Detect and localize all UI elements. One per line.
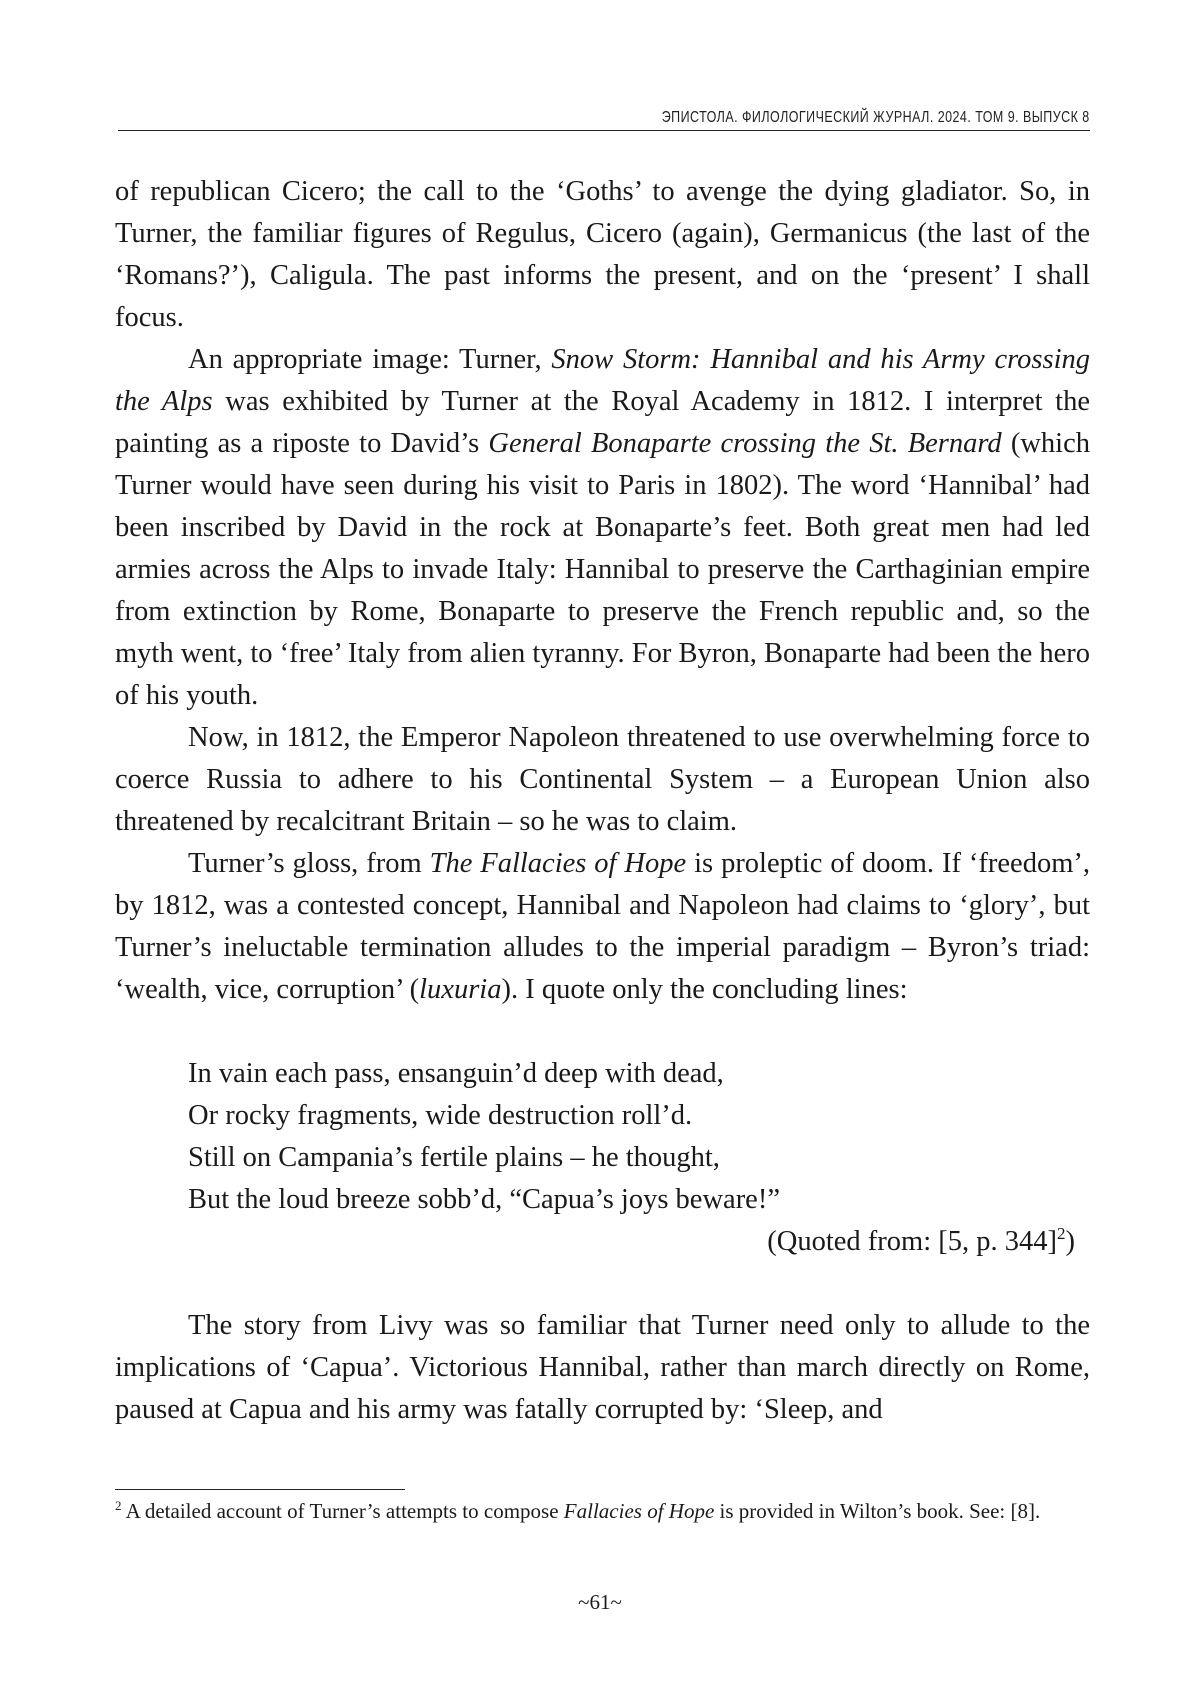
paragraph: Now, in 1812, the Emperor Napoleon threatened to use overwhelming force to coerce Russia to adhere to his Continental System – a European Union also threatened by recalcitrant Britain – so he was to claim. bbox=[115, 722, 1090, 837]
spacer bbox=[115, 1011, 1090, 1053]
paragraph-text: Turner’s gloss, from bbox=[188, 848, 430, 879]
artwork-title: General Bonaparte crossing the St. Bernard bbox=[488, 428, 1002, 459]
paragraph-text: was exhibited by Turner at the Royal Academy in 1812. I interpret the painting as a riposte to David’s bbox=[115, 386, 1090, 459]
paragraph-text: (which Turner would have seen during his visit to Paris in 1802). The word ‘Hannibal’ had been inscribed by David in the rock at Bonaparte’s feet. Both great men had led armies across the Alps to invade Italy: Hannibal to preserve the Carthaginian empire from extinction by Rome, Bonaparte to preserve the French republic and, so the myth went, to ‘free’ Italy from alien tyranny. For Byron, Bonaparte had been the hero of his youth. bbox=[115, 428, 1091, 711]
footnote bbox=[115, 1497, 1090, 1526]
paragraph-text: An appropriate image: Turner, bbox=[188, 344, 552, 375]
spacer bbox=[115, 1263, 1090, 1305]
source-text: ) bbox=[1065, 1226, 1075, 1257]
paragraph: The story from Livy was so familiar that Turner need only to allude to the implications of ‘Capua’. Victorious Hannibal, rather than march directly on Rome, paused at Capua and his army was fatally corrupted by: ‘Sleep, and bbox=[115, 1310, 1090, 1425]
paragraph bbox=[115, 339, 1090, 717]
verse-line: Or rocky fragments, wide destruction roll’d. bbox=[188, 1100, 693, 1131]
paragraph-text: is proleptic of doom. If ‘freedom’, by 1812, was a contested concept, Hannibal and Napoleon had claims to ‘glory’, but Turner’s ineluctable termination alludes to the imperial paradigm – Byron’s triad: ‘wealth, vice, corruption’ ( bbox=[115, 848, 1090, 1005]
artwork-title: Snow Storm: Hannibal and his Army crossing the Alps bbox=[115, 344, 1090, 417]
latin-term: luxuria bbox=[419, 974, 502, 1005]
article-body bbox=[115, 171, 1090, 1431]
source-text: (Quoted from: [5, p. 344] bbox=[767, 1226, 1057, 1257]
verse-line: Still on Campania’s fertile plains – he thought, bbox=[188, 1142, 720, 1173]
footnote-text: A detailed account of Turner’s attempts to compose bbox=[121, 1499, 564, 1523]
paragraph-text: ). I quote only the concluding lines: bbox=[501, 974, 908, 1005]
footnote-divider bbox=[115, 1489, 405, 1490]
quotation-source bbox=[115, 1221, 1090, 1263]
paragraph: of republican Cicero; the call to the ‘Goths’ to avenge the dying gladiator. So, in Turner, the familiar figures of Regulus, Cicero (again), Germanicus (the last of the ‘Romans?’), Caligula. The past informs the present, and on the ‘present’ I shall focus. bbox=[115, 176, 1090, 333]
running-header bbox=[118, 96, 1090, 131]
footnote-marker: 2 bbox=[115, 1498, 122, 1513]
footnote-text: is provided in Wilton’s book. See: [8]. bbox=[714, 1499, 1041, 1523]
work-title: The Fallacies of Hope bbox=[429, 848, 687, 879]
paragraph bbox=[115, 843, 1090, 1011]
work-title: Fallacies of Hope bbox=[563, 1499, 715, 1523]
page-number: ~61~ bbox=[578, 1590, 622, 1614]
verse-quotation bbox=[188, 1053, 1090, 1221]
footnote-ref[interactable]: 2 bbox=[1057, 1224, 1066, 1243]
journal-running-title: ЭПИСТОЛA. ФИЛОЛОГИЧЕСКИЙ ЖУРНАЛ. 2024. ТОМ 9. ВЫПУСК 8 bbox=[662, 109, 1090, 126]
verse-line: In vain each pass, ensanguin’d deep with dead, bbox=[188, 1058, 724, 1089]
verse-line: But the loud breeze sobb’d, “Capua’s joys beware!” bbox=[188, 1184, 780, 1215]
